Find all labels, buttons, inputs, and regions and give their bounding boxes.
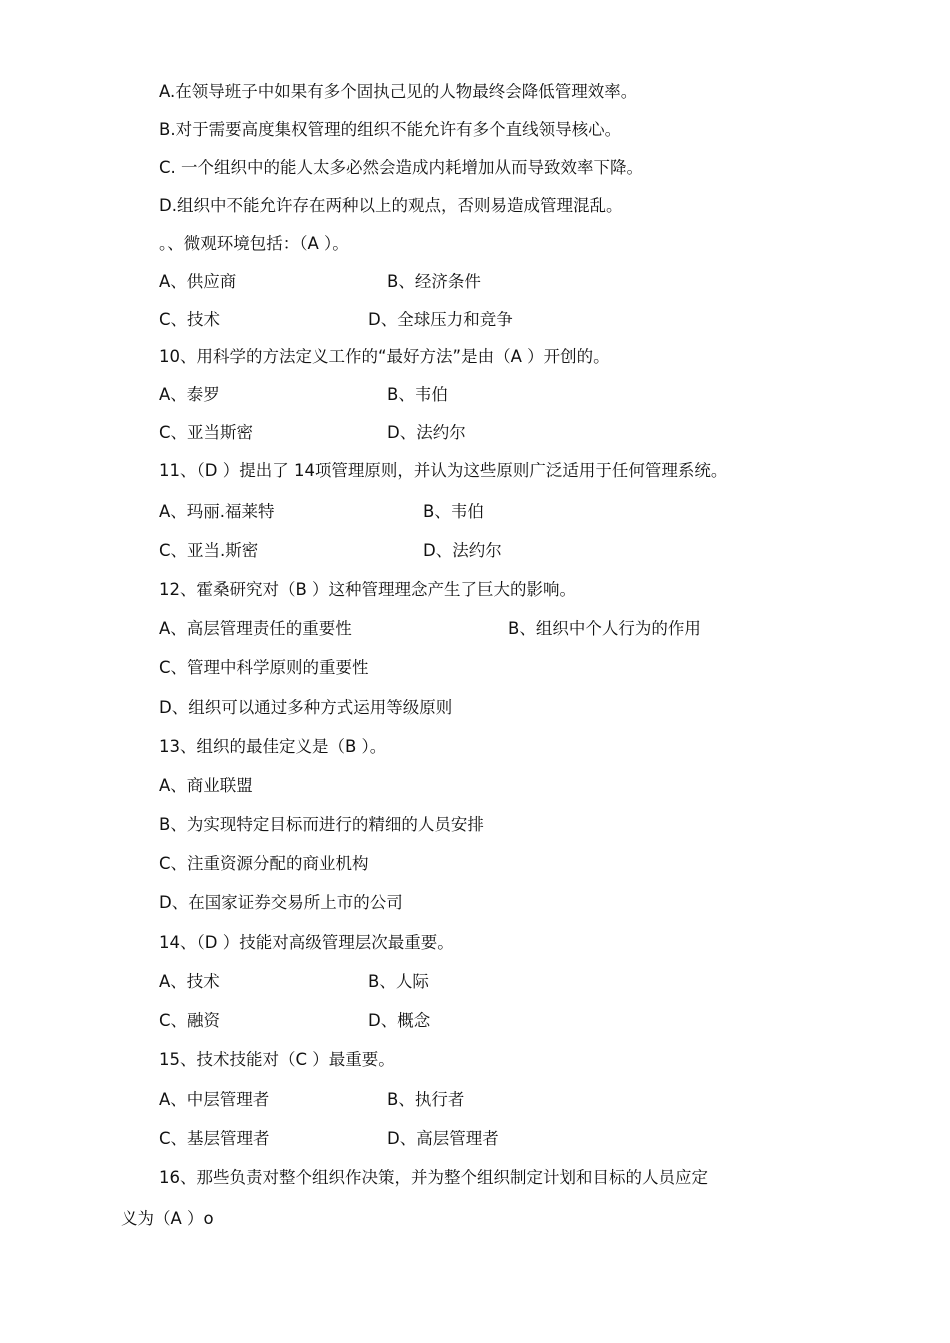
option-row	[159, 502, 484, 522]
option-a: A、泰罗	[159, 385, 220, 404]
option-c: C、亚当.斯密	[159, 541, 259, 560]
option-b: B、韦伯	[423, 502, 484, 521]
option-d: D、法约尔	[423, 541, 502, 560]
option-a: A、供应商	[159, 272, 237, 291]
option-row	[159, 619, 701, 639]
option-row	[159, 972, 429, 992]
option-a: A、中层管理者	[159, 1090, 270, 1109]
question-line: 11、（D ）提出了 14项管理原则，并认为这些原则广泛适用于任何管理系统。	[159, 461, 728, 480]
question-line: 13、组织的最佳定义是（B ）。	[159, 737, 387, 756]
option-c: C、融资	[159, 1011, 221, 1030]
option-row	[159, 1011, 431, 1031]
text-line: A.在领导班子中如果有多个固执己见的人物最终会降低管理效率。	[159, 82, 638, 101]
option-line: A、商业联盟	[159, 776, 253, 795]
text-line: D.组织中不能允许存在两种以上的观点，否则易造成管理混乱。	[159, 196, 623, 215]
option-b: B、韦伯	[387, 385, 448, 404]
option-a: A、技术	[159, 972, 220, 991]
option-c: C、基层管理者	[159, 1129, 270, 1148]
option-d: D、全球压力和竞争	[368, 310, 513, 329]
option-line: B、为实现特定目标而进行的精细的人员安排	[159, 815, 484, 834]
option-b: B、经济条件	[387, 272, 481, 291]
option-row	[159, 541, 502, 561]
option-row	[159, 385, 448, 405]
option-row	[159, 423, 466, 443]
option-a: A、玛丽.福莱特	[159, 502, 275, 521]
question-line: 16、那些负责对整个组织作决策，并为整个组织制定计划和目标的人员应定	[159, 1168, 708, 1187]
option-c: C、亚当斯密	[159, 423, 254, 442]
option-d: D、概念	[368, 1011, 431, 1030]
option-row	[159, 1129, 499, 1149]
text-line: C. 一个组织中的能人太多必然会造成内耗增加从而导致效率下降。	[159, 158, 644, 177]
option-b: B、人际	[368, 972, 429, 991]
option-a: A、高层管理责任的重要性	[159, 619, 352, 638]
option-b: B、组织中个人行为的作用	[508, 619, 701, 638]
option-line: D、组织可以通过多种方式运用等级原则	[159, 698, 453, 717]
option-line: D、在国家证券交易所上市的公司	[159, 893, 403, 912]
question-line-continued: 义为（A ）o	[121, 1209, 214, 1228]
question-line: 14、（D ）技能对高级管理层次最重要。	[159, 933, 454, 952]
option-b: B、执行者	[387, 1090, 465, 1109]
option-c: C、技术	[159, 310, 221, 329]
question-line: 10、用科学的方法定义工作的“最好方法”是由（A ）开创的。	[159, 347, 610, 366]
option-d: D、法约尔	[387, 423, 466, 442]
question-line: 12、霍桑研究对（B ）这种管理理念产生了巨大的影响。	[159, 580, 577, 599]
question-line: 。、微观环境包括：（A ）。	[159, 234, 349, 253]
option-row	[159, 1090, 465, 1110]
option-row	[159, 272, 481, 292]
option-line: C、管理中科学原则的重要性	[159, 658, 369, 677]
option-row	[159, 310, 513, 330]
question-line: 15、技术技能对（C ）最重要。	[159, 1050, 395, 1069]
option-d: D、高层管理者	[387, 1129, 499, 1148]
text-line: B.对于需要高度集权管理的组织不能允许有多个直线领导核心。	[159, 120, 622, 139]
option-line: C、注重资源分配的商业机构	[159, 854, 369, 873]
